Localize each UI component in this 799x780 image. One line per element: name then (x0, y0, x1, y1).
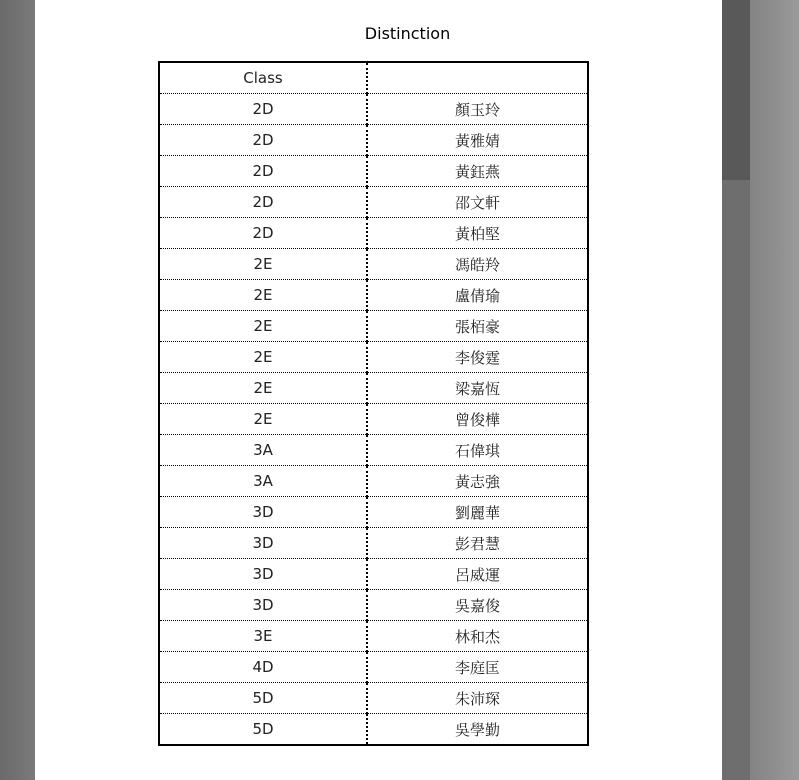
cell-class: 2E (159, 280, 367, 311)
document-page (35, 0, 722, 780)
table-row (159, 652, 588, 683)
table-row (159, 590, 588, 621)
cell-class: 3E (159, 621, 367, 652)
cell-class: 5D (159, 683, 367, 714)
table-body (159, 62, 588, 745)
cell-name: 呂威運 (367, 559, 588, 590)
viewer-background-edge (750, 0, 799, 780)
cell-name: 劉麗華 (367, 497, 588, 528)
table-row (159, 559, 588, 590)
cell-name: 馮皓羚 (367, 249, 588, 280)
table-row (159, 311, 588, 342)
cell-class: 3D (159, 590, 367, 621)
cell-class: 2D (159, 125, 367, 156)
table-row (159, 125, 588, 156)
cell-name: 顏玉玲 (367, 94, 588, 125)
cell-class: 2E (159, 249, 367, 280)
cell-class: 3D (159, 497, 367, 528)
cell-class: 4D (159, 652, 367, 683)
table-row (159, 404, 588, 435)
cell-name: 吳嘉俊 (367, 590, 588, 621)
cell-name: 黃鈺燕 (367, 156, 588, 187)
table-header-row (159, 62, 588, 94)
cell-name: 吳學勤 (454, 720, 500, 739)
cell-name: 黃志強 (367, 466, 588, 497)
table-row (159, 466, 588, 497)
cell-name: 黃雅婧 (367, 125, 588, 156)
cell-name: 黃柏堅 (367, 218, 588, 249)
distinction-table (158, 61, 589, 746)
cell-name: 石偉琪 (367, 435, 588, 466)
cell-name: 梁嘉恆 (367, 373, 588, 404)
cell-name: 邵文軒 (367, 187, 588, 218)
cell-class: 5D (159, 714, 367, 746)
table-row (159, 94, 588, 125)
cell-class: 2E (159, 311, 367, 342)
table-row (159, 218, 588, 249)
table-row (159, 714, 588, 746)
table-row (159, 621, 588, 652)
cell-name: 林和杰 (367, 621, 588, 652)
cell-class: 2D (159, 94, 367, 125)
table-row (159, 683, 588, 714)
table-row (159, 373, 588, 404)
cell-class: 2D (159, 187, 367, 218)
table-row (159, 280, 588, 311)
table-row (159, 497, 588, 528)
header-name (367, 62, 588, 94)
cell-name: 李庭匡 (367, 652, 588, 683)
cell-class: 2E (159, 342, 367, 373)
table-row (159, 249, 588, 280)
cell-name: 盧倩瑜 (367, 280, 588, 311)
cell-name: 張栢豪 (367, 311, 588, 342)
table-row (159, 435, 588, 466)
page-title: Distinction (364, 24, 451, 43)
cell-class: 2D (159, 156, 367, 187)
table-row (159, 156, 588, 187)
cell-name: 朱沛琛 (367, 683, 588, 714)
table-row (159, 187, 588, 218)
cell-class: 3D (159, 528, 367, 559)
header-class: Class (159, 62, 367, 94)
cell-class: 3D (159, 559, 367, 590)
cell-class: 2E (159, 373, 367, 404)
cell-name: 彭君慧 (367, 528, 588, 559)
cell-name: 曾俊樺 (367, 404, 588, 435)
cell-class: 2E (159, 404, 367, 435)
table-row (159, 342, 588, 373)
table-row (159, 528, 588, 559)
cell-class: 3A (159, 435, 367, 466)
cell-class: 2D (159, 218, 367, 249)
cell-name: 李俊霆 (367, 342, 588, 373)
cell-class: 3A (159, 466, 367, 497)
viewer-background-left (0, 0, 35, 780)
